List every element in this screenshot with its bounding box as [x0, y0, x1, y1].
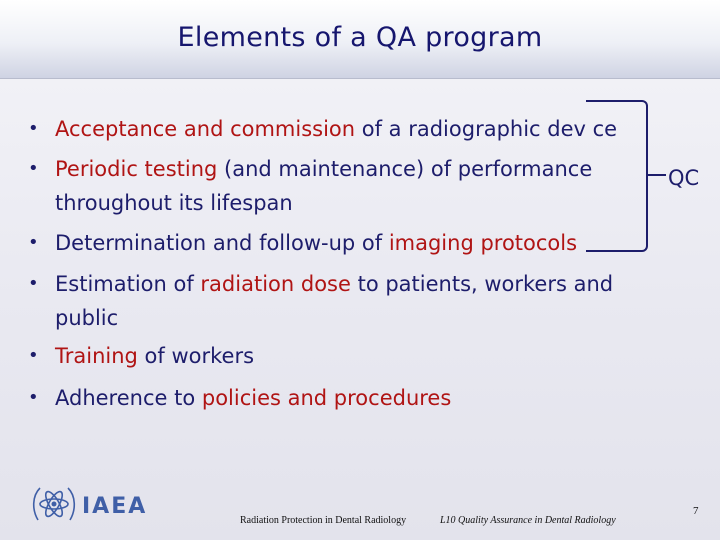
bullet-4-part-1: Estimation of — [55, 272, 201, 296]
bullet-5-part-2: of workers — [137, 344, 255, 368]
qc-bracket-tick — [646, 174, 666, 176]
bullet-2-part-2: (and maintenance) of performance — [217, 157, 593, 181]
bullet-dot: • — [28, 118, 39, 139]
bullet-dot: • — [28, 387, 39, 408]
bullet-3-part-2: imaging protocols — [388, 231, 578, 255]
qc-bracket — [586, 100, 648, 252]
bullet-3-text — [55, 226, 577, 260]
bullet-2-text — [55, 152, 592, 186]
bullet-6-text — [55, 381, 451, 415]
slide-title: Elements of a QA program — [177, 22, 543, 53]
bullet-5-text — [55, 339, 254, 373]
bullet-1-text — [55, 112, 617, 146]
bullet-6-part-1: Adherence to — [55, 386, 202, 410]
bullet-dot: • — [28, 158, 39, 179]
footer-course-title: Radiation Protection in Dental Radiology — [240, 515, 407, 526]
qc-label: QC — [668, 166, 700, 190]
bullet-2-part-1: Periodic testing — [55, 157, 218, 181]
bullet-dot: • — [28, 273, 39, 294]
bullet-4-continuation: public — [55, 306, 119, 330]
bullet-2-continuation: throughout its lifespan — [55, 191, 293, 215]
page-number: 7 — [693, 505, 699, 517]
bullet-4-part-2: radiation dose — [200, 272, 351, 296]
bullet-dot: • — [28, 232, 39, 253]
iaea-logo-text: IAEA — [82, 494, 148, 519]
bullet-dot: • — [28, 345, 39, 366]
bullet-5-part-1: Training — [55, 344, 138, 368]
bullet-4-part-3: to patients, workers and — [350, 272, 614, 296]
bullet-1-part-1: Acceptance and commission — [55, 117, 356, 141]
footer-lecture-title: L10 Quality Assurance in Dental Radiology — [440, 515, 616, 526]
bullet-6-part-2: policies and procedures — [201, 386, 452, 410]
bullet-3-part-1: Determination and follow-up of — [55, 231, 389, 255]
bullet-1-part-2: of a radiographic dev ce — [355, 117, 618, 141]
bullet-4-text — [55, 267, 613, 301]
